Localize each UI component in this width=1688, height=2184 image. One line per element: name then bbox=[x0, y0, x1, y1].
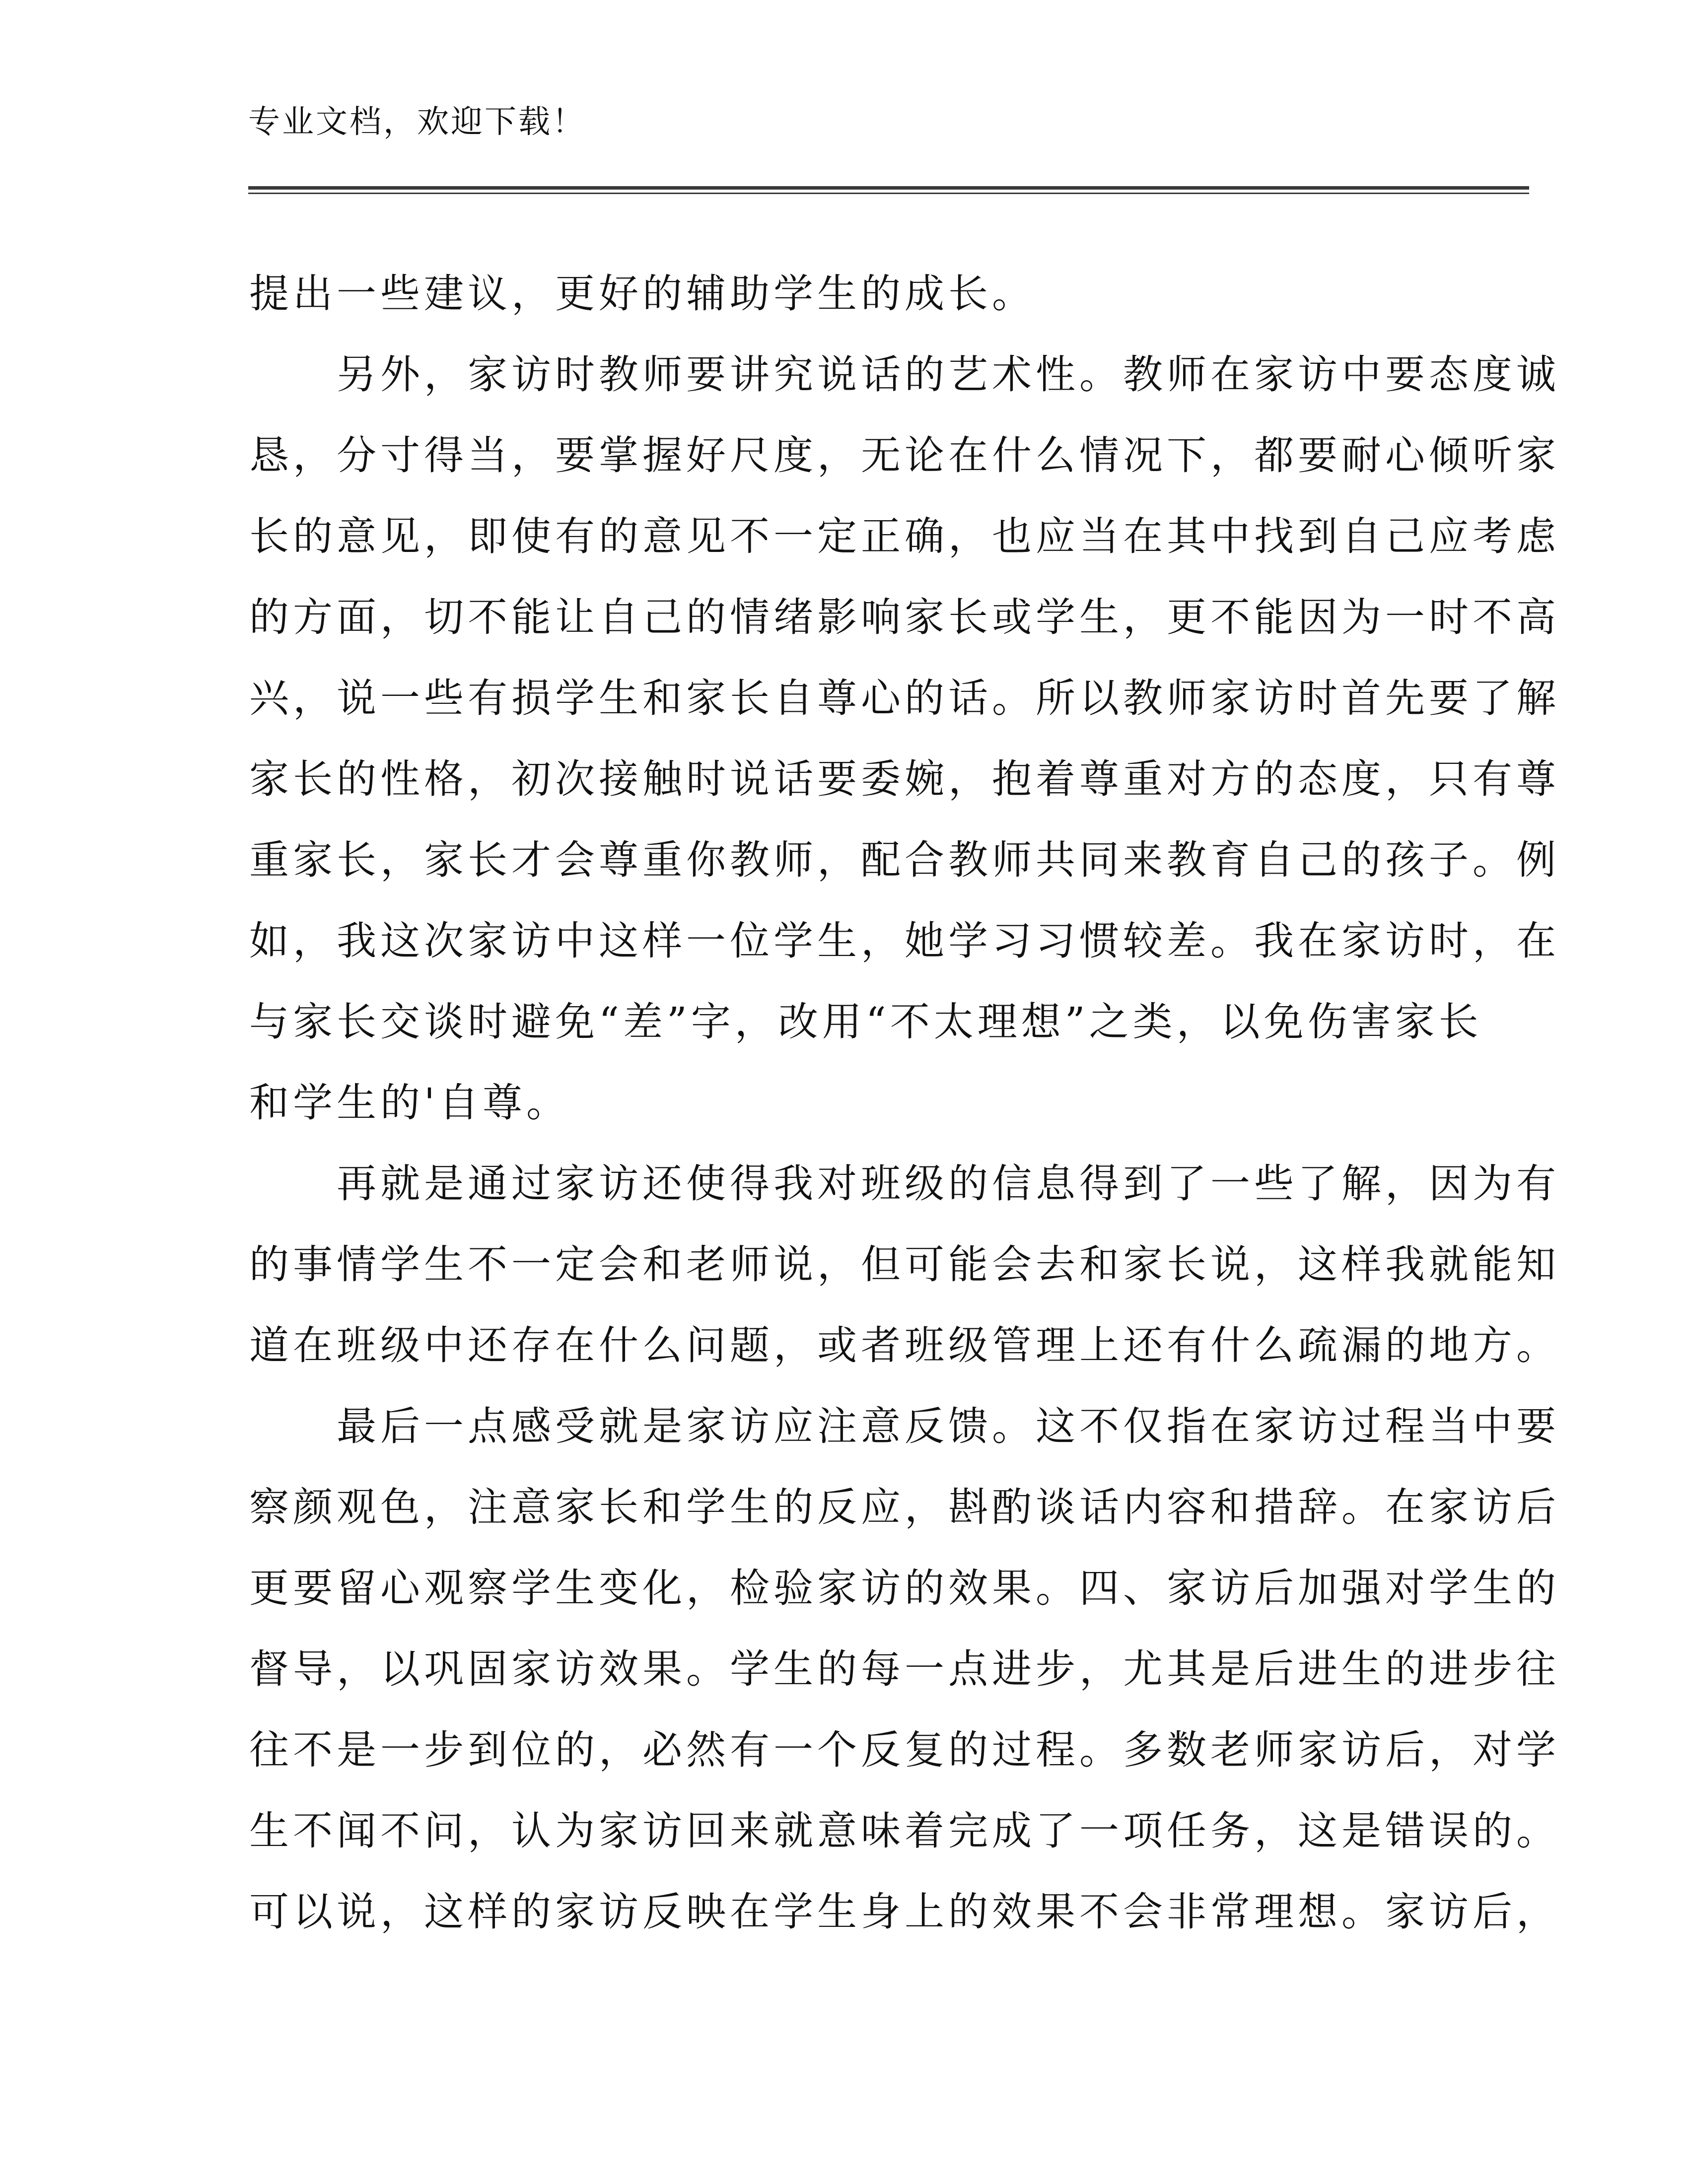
body-line: 生不闻不问，认为家访回来就意味着完成了一项任务，这是错误的。 bbox=[249, 1808, 1560, 1854]
body-line: 督导，以巩固家访效果。学生的每一点进步，尤其是后进生的进步往 bbox=[249, 1646, 1560, 1692]
body-line: 和学生的'自尊。 bbox=[249, 1080, 570, 1126]
document-body bbox=[249, 253, 1560, 1952]
body-line: 再就是通过家访还使得我对班级的信息得到了一些了解，因为有 bbox=[249, 1160, 1560, 1207]
body-line: 长的意见，即使有的意见不一定正确，也应当在其中找到自己应考虑 bbox=[249, 513, 1560, 559]
body-line: 可以说，这样的家访反映在学生身上的效果不会非常理想。家访后， bbox=[249, 1889, 1560, 1935]
body-line: 更要留心观察学生变化，检验家访的效果。四、家访后加强对学生的 bbox=[249, 1565, 1560, 1611]
body-line: 提出一些建议，更好的辅助学生的成长。 bbox=[249, 271, 1036, 317]
header-divider-thick bbox=[248, 186, 1529, 190]
body-line: 与家长交谈时避免“差”字，改用“不太理想”之类，以免伤害家长 bbox=[249, 999, 1482, 1045]
body-line: 的事情学生不一定会和老师说，但可能会去和家长说，这样我就能知 bbox=[249, 1241, 1560, 1288]
body-line: 最后一点感受就是家访应注意反馈。这不仅指在家访过程当中要 bbox=[249, 1403, 1560, 1449]
body-line: 恳，分寸得当，要掌握好尺度，无论在什么情况下，都要耐心倾听家 bbox=[249, 432, 1560, 478]
body-line: 重家长，家长才会尊重你教师，配合教师共同来教育自己的孩子。例 bbox=[249, 837, 1560, 883]
body-line: 往不是一步到位的，必然有一个反复的过程。多数老师家访后，对学 bbox=[249, 1727, 1560, 1773]
body-line: 另外，家访时教师要讲究说话的艺术性。教师在家访中要态度诚 bbox=[249, 351, 1560, 398]
body-line: 的方面，切不能让自己的情绪影响家长或学生，更不能因为一时不高 bbox=[249, 594, 1560, 640]
body-line: 如，我这次家访中这样一位学生，她学习习惯较差。我在家访时，在 bbox=[249, 918, 1560, 964]
page-header-text: 专业文档，欢迎下载！ bbox=[248, 104, 586, 140]
body-line: 道在班级中还存在什么问题，或者班级管理上还有什么疏漏的地方。 bbox=[249, 1322, 1560, 1368]
body-line: 兴，说一些有损学生和家长自尊心的话。所以教师家访时首先要了解 bbox=[249, 675, 1560, 721]
body-line: 察颜观色，注意家长和学生的反应，斟酌谈话内容和措辞。在家访后 bbox=[249, 1484, 1560, 1530]
body-line: 家长的性格，初次接触时说话要委婉，抱着尊重对方的态度，只有尊 bbox=[249, 756, 1560, 802]
header-divider-thin bbox=[248, 193, 1529, 194]
